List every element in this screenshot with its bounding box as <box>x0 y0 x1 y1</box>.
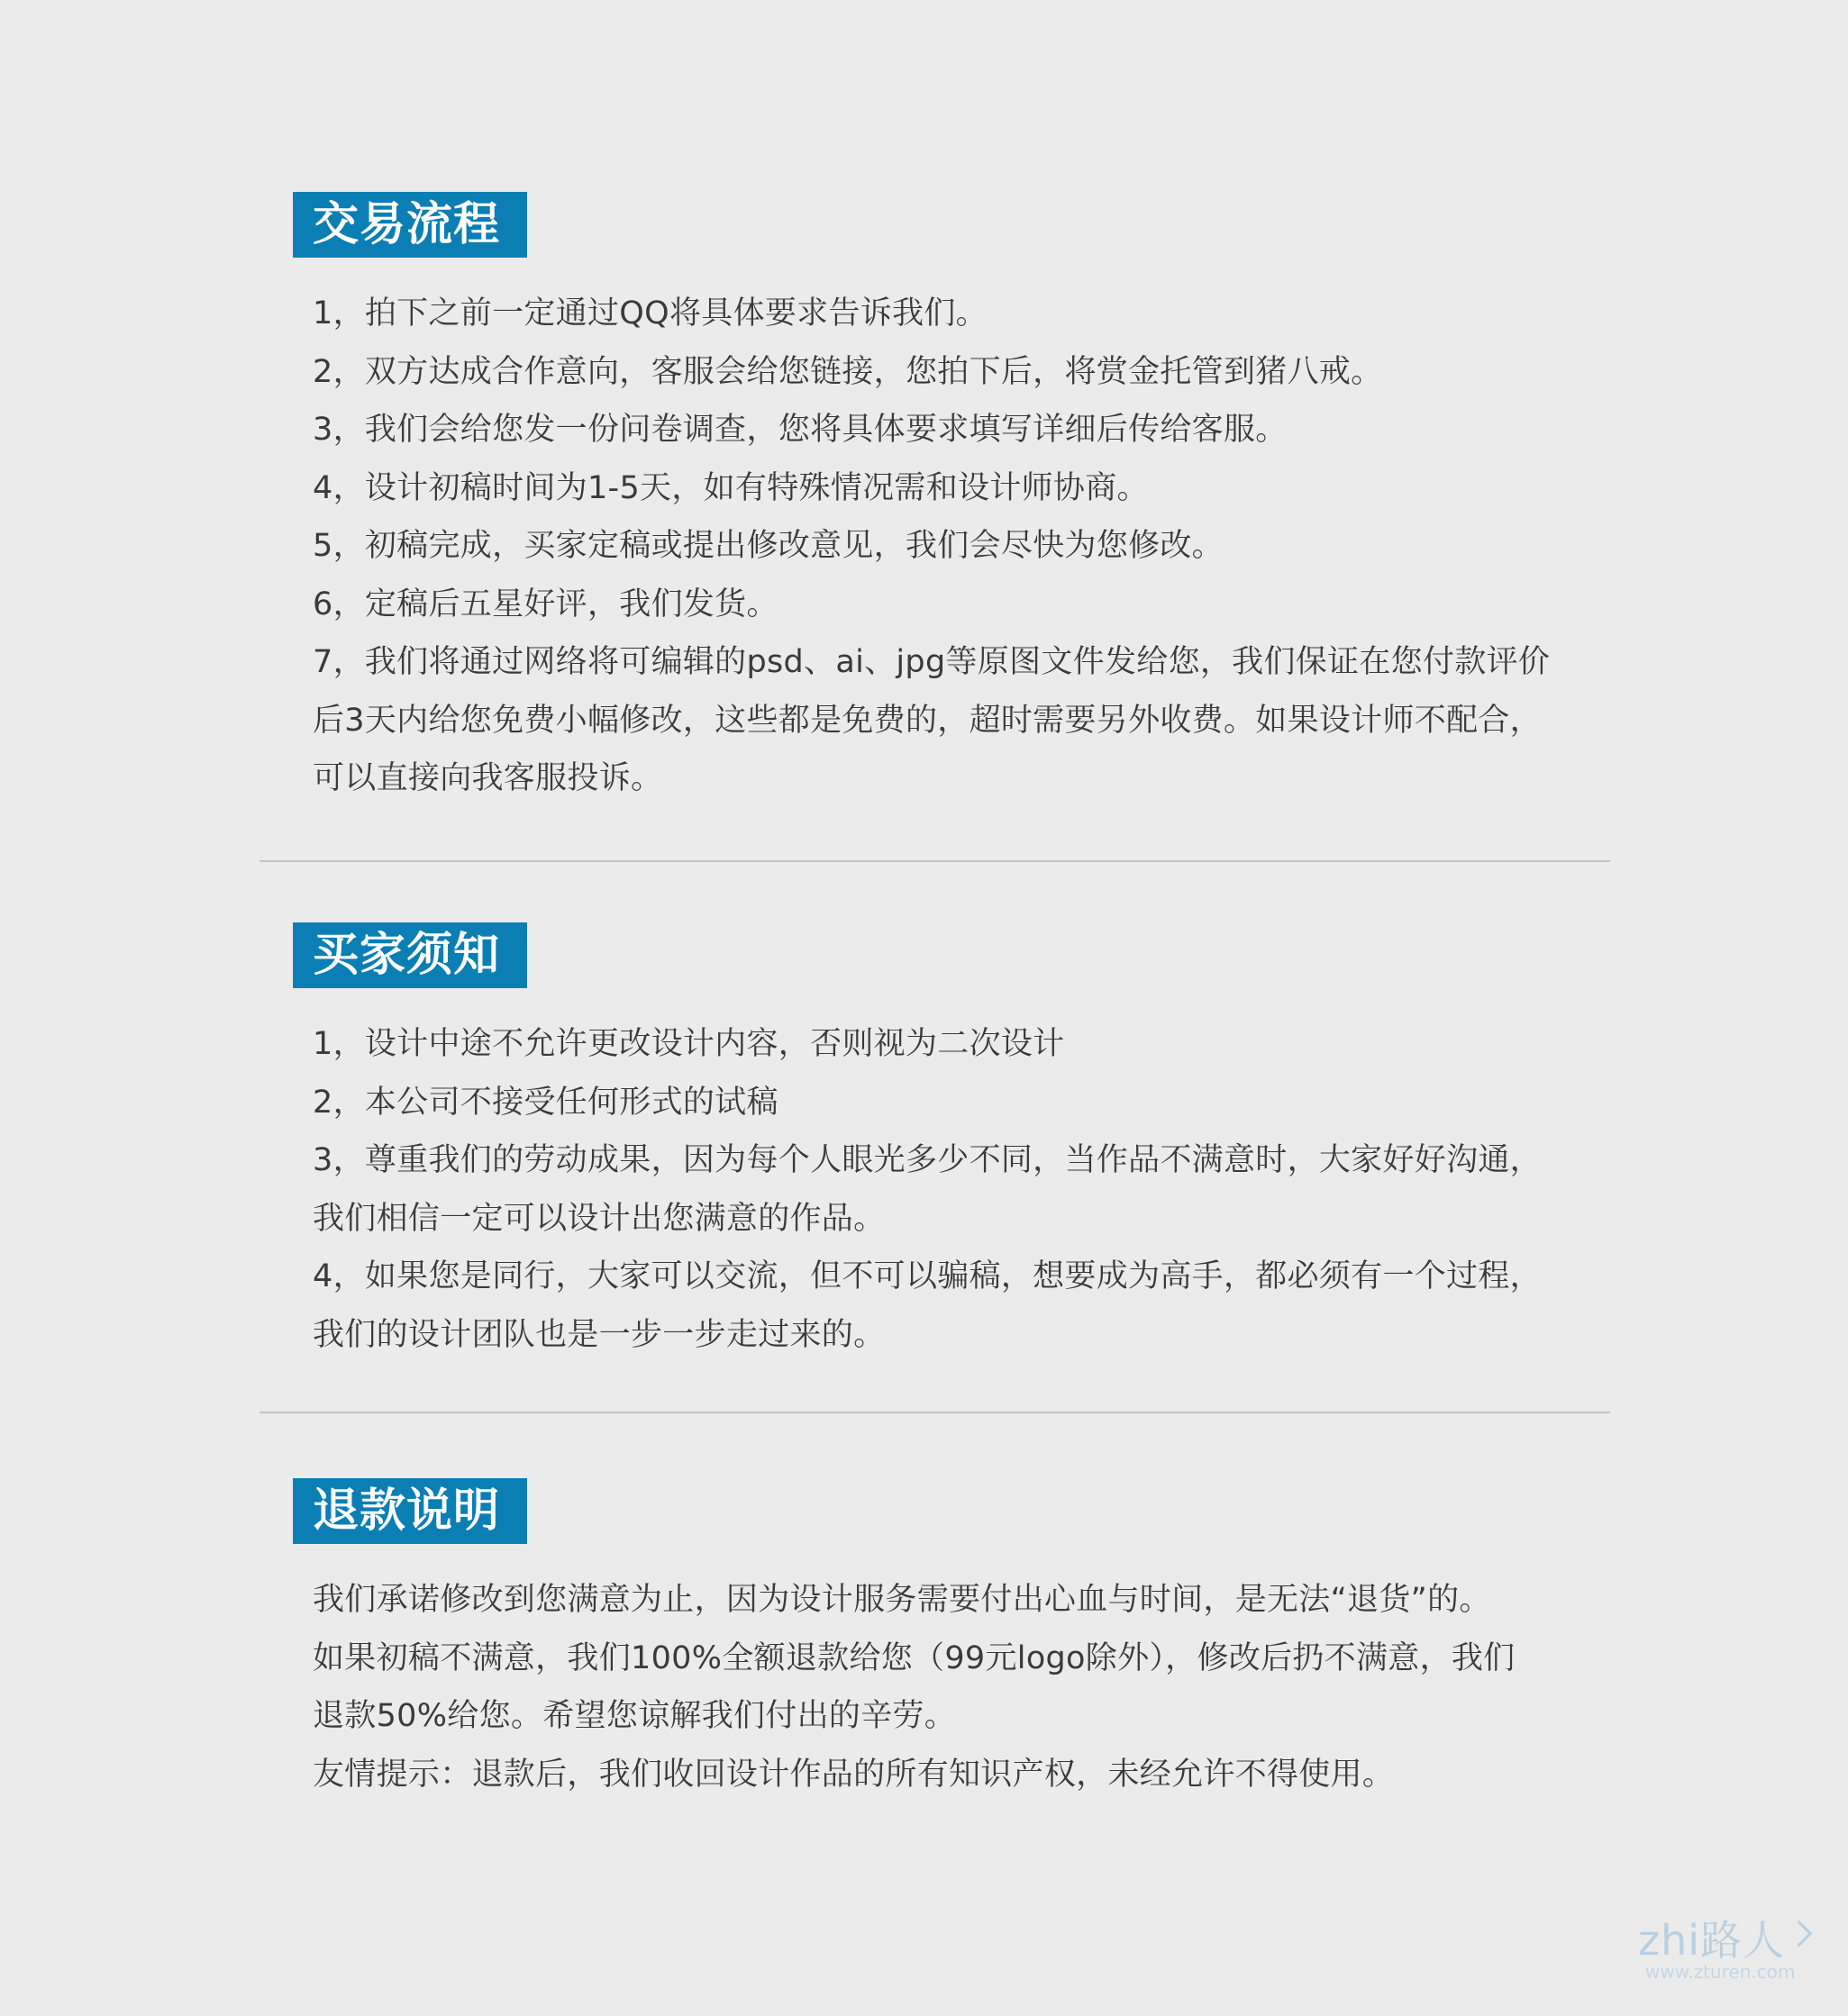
text-line: 如果初稿不满意，我们100%全额退款给您（99元logo除外），修改后扔不满意，我们 <box>313 1639 1516 1676</box>
text-line: 2，双方达成合作意向，客服会给您链接，您拍下后，将赏金托管到猪八戒。 <box>313 353 1383 390</box>
watermark-url: www.zturen.com <box>1645 1961 1796 1983</box>
text-line: 2，本公司不接受任何形式的试稿 <box>313 1084 778 1121</box>
text-line: 3，我们会给您发一份问卷调查，您将具体要求填写详细后传给客服。 <box>313 412 1288 448</box>
watermark-logo <box>1638 1916 1818 1983</box>
section-body <box>293 1571 1599 1803</box>
text-line: 6，定稿后五星好评，我们发货。 <box>313 586 778 622</box>
text-line: 可以直接向我客服投诉。 <box>313 760 663 796</box>
section-body <box>293 1015 1599 1364</box>
text-line: 1，设计中途不允许更改设计内容，否则视为二次设计 <box>313 1026 1065 1062</box>
text-line: 7，我们将通过网络将可编辑的psd、ai、jpg等原图文件发给您，我们保证在您付款评价 <box>313 644 1551 680</box>
text-line: 友情提示：退款后，我们收回设计作品的所有知识产权，未经允许不得使用。 <box>313 1756 1395 1793</box>
chevron-right-icon <box>1786 1921 1813 1948</box>
text-line: 5，初稿完成，买家定稿或提出修改意见，我们会尽快为您修改。 <box>313 528 1224 564</box>
section-title: 交易流程 <box>293 192 527 258</box>
text-line: 后3天内给您免费小幅修改，这些都是免费的，超时需要另外收费。如果设计师不配合， <box>313 702 1542 739</box>
text-line: 1，拍下之前一定通过QQ将具体要求告诉我们。 <box>313 295 988 331</box>
watermark-logo-text: zhi路人 <box>1638 1916 1786 1965</box>
section-body <box>293 285 1599 808</box>
text-line: 我们的设计团队也是一步一步走过来的。 <box>313 1316 886 1353</box>
text-line: 我们相信一定可以设计出您满意的作品。 <box>313 1200 886 1237</box>
text-line: 3，尊重我们的劳动成果，因为每个人眼光多少不同，当作品不满意时，大家好好沟通， <box>313 1142 1542 1178</box>
section-title: 买家须知 <box>293 922 527 988</box>
section-trade-process <box>293 192 1599 808</box>
text-line: 退款50%给您。希望您谅解我们付出的辛劳。 <box>313 1698 957 1734</box>
text-line: 我们承诺修改到您满意为止，因为设计服务需要付出心血与时间，是无法“退货”的。 <box>313 1582 1491 1618</box>
section-refund-policy <box>293 1478 1599 1803</box>
text-line: 4，设计初稿时间为1-5天，如有特殊情况需和设计师协商。 <box>313 469 1149 506</box>
text-line: 4，如果您是同行，大家可以交流，但不可以骗稿，想要成为高手，都必须有一个过程， <box>313 1258 1542 1294</box>
section-buyer-notice <box>293 922 1599 1364</box>
section-divider <box>259 1412 1610 1413</box>
section-divider <box>259 860 1610 862</box>
section-title: 退款说明 <box>293 1478 527 1544</box>
